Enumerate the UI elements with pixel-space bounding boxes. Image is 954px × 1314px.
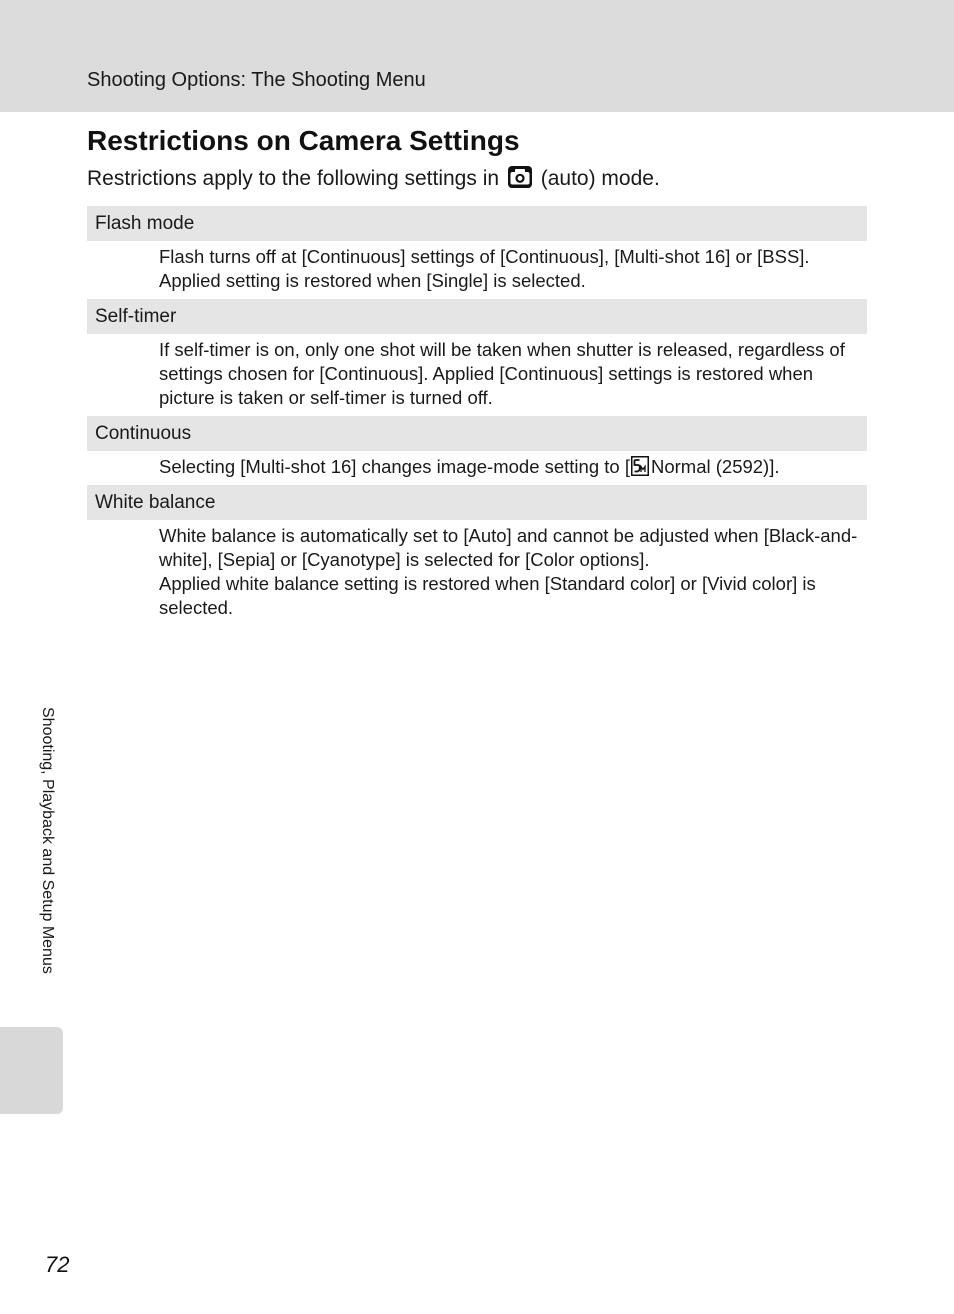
section-body: [87, 241, 867, 299]
section-paragraph: White balance is automatically set to [Auto] and cannot be adjusted when [Black-and-white], [Sepia] or [Cyanotype] is selected for [Color options].: [159, 525, 858, 570]
running-header: Shooting Options: The Shooting Menu: [87, 69, 426, 91]
side-chapter-tab: [0, 1027, 63, 1114]
section-heading: Flash mode: [87, 206, 867, 241]
section-paragraph: Flash turns off at [Continuous] settings of [Continuous], [Multi-shot 16] or [BSS]. Applied setting is restored when [Single] is selected.: [159, 246, 810, 291]
section-white-balance: [87, 485, 867, 626]
continuous-text-after: Normal (2592)].: [650, 456, 780, 477]
section-paragraph: [159, 455, 859, 479]
intro-text: [87, 164, 660, 194]
section-paragraph: If self-timer is on, only one shot will be taken when shutter is released, regardless of settings chosen for [Continuous]. Applied [Continuous] settings is restored when picture is taken or self-timer is turned off.: [159, 339, 845, 408]
section-body: [87, 334, 867, 416]
intro-text-after: (auto) mode.: [540, 167, 660, 190]
header-band: [0, 0, 954, 112]
section-body: [87, 451, 867, 485]
section-continuous: [87, 416, 867, 485]
page-title: Restrictions on Camera Settings: [87, 125, 520, 156]
section-heading: Continuous: [87, 416, 867, 451]
restrictions-table: [87, 206, 867, 626]
section-body: [87, 520, 867, 626]
section-paragraph: Applied white balance setting is restored when [Standard color] or [Vivid color] is selected.: [159, 573, 816, 618]
continuous-text-before: Selecting [Multi-shot 16] changes image-mode setting to [: [159, 456, 630, 477]
section-flash-mode: [87, 206, 867, 299]
section-heading: Self-timer: [87, 299, 867, 334]
page-number: 72: [45, 1252, 70, 1277]
intro-text-before: Restrictions apply to the following settings in: [87, 167, 500, 190]
camera-auto-icon: [508, 166, 532, 188]
image-mode-5m-icon: [631, 456, 649, 476]
section-self-timer: [87, 299, 867, 416]
side-chapter-label: Shooting, Playback and Setup Menus: [39, 707, 56, 974]
section-heading: White balance: [87, 485, 867, 520]
